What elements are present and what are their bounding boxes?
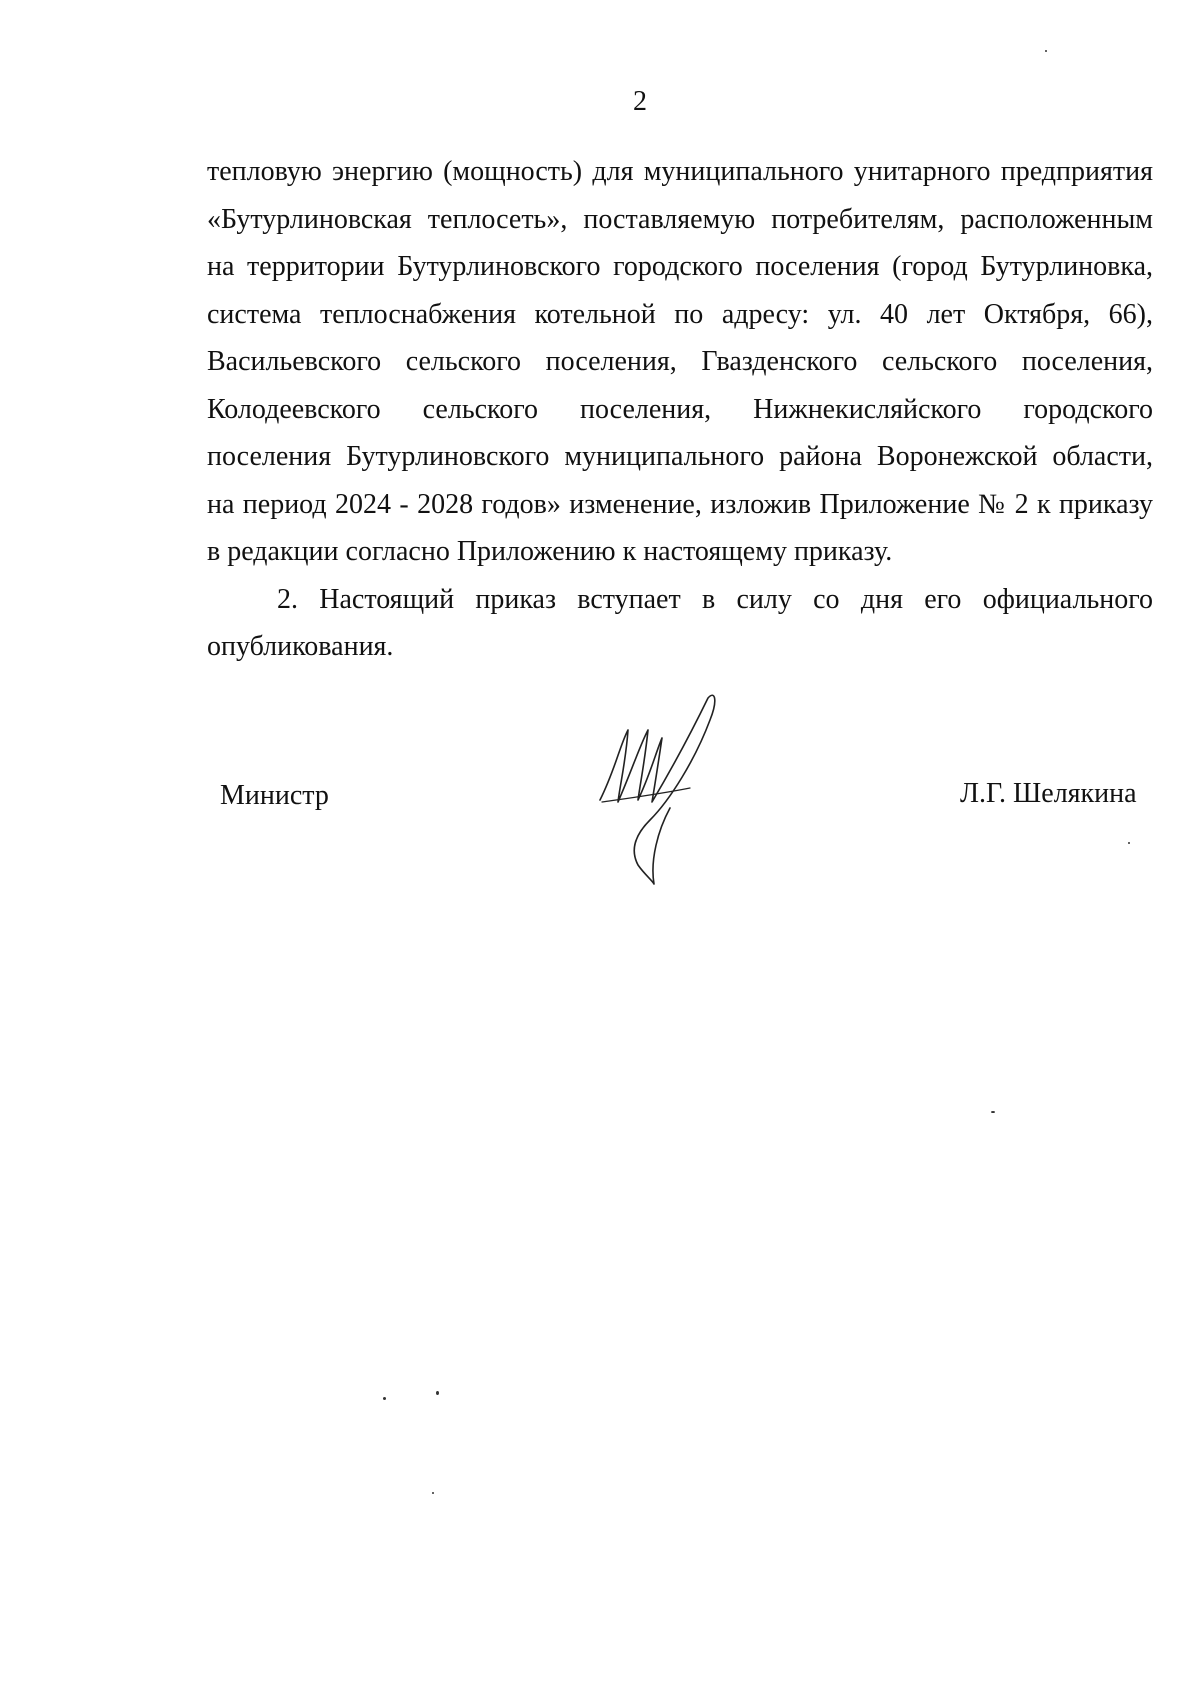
scan-speck [991,1111,995,1113]
text-line: Колодеевского сельского поселения, Нижнекисляйского городского [207,393,1153,425]
page-number: 2 [633,86,647,117]
signer-name: Л.Г. Шелякина [960,778,1137,809]
position-title: Министр [220,780,329,811]
handwritten-signature [590,690,740,890]
text-line: поселения Бутурлиновского муниципального района Воронежской области, [207,441,1153,472]
text-line: Васильевского сельского поселения, Гвазденского сельского поселения, [207,346,1153,377]
scan-speck [432,1492,434,1494]
text-line: тепловую энергию (мощность) для муниципального унитарного предприятия [207,156,1153,187]
scan-speck [1128,842,1130,844]
paragraph-2-line: опубликования. [207,631,394,662]
scan-speck [1045,50,1047,52]
text-line: в редакции согласно Приложению к настоящему приказу. [207,536,893,567]
text-line: на территории Бутурлиновского городского поселения (город Бутурлиновка, [207,251,1153,282]
text-line: на период 2024 - 2028 годов» изменение, изложив Приложение № 2 к приказу [207,488,1153,520]
paragraph-2-line: 2. Настоящий приказ вступает в силу со дня его официального [277,583,1153,615]
body-text [207,148,1153,671]
scan-speck [383,1397,386,1400]
text-line: система теплоснабжения котельной по адресу: ул. 40 лет Октября, 66), [207,298,1153,330]
text-line: «Бутурлиновская теплосеть», поставляемую потребителям, расположенным [207,203,1153,235]
scan-speck [436,1391,439,1395]
